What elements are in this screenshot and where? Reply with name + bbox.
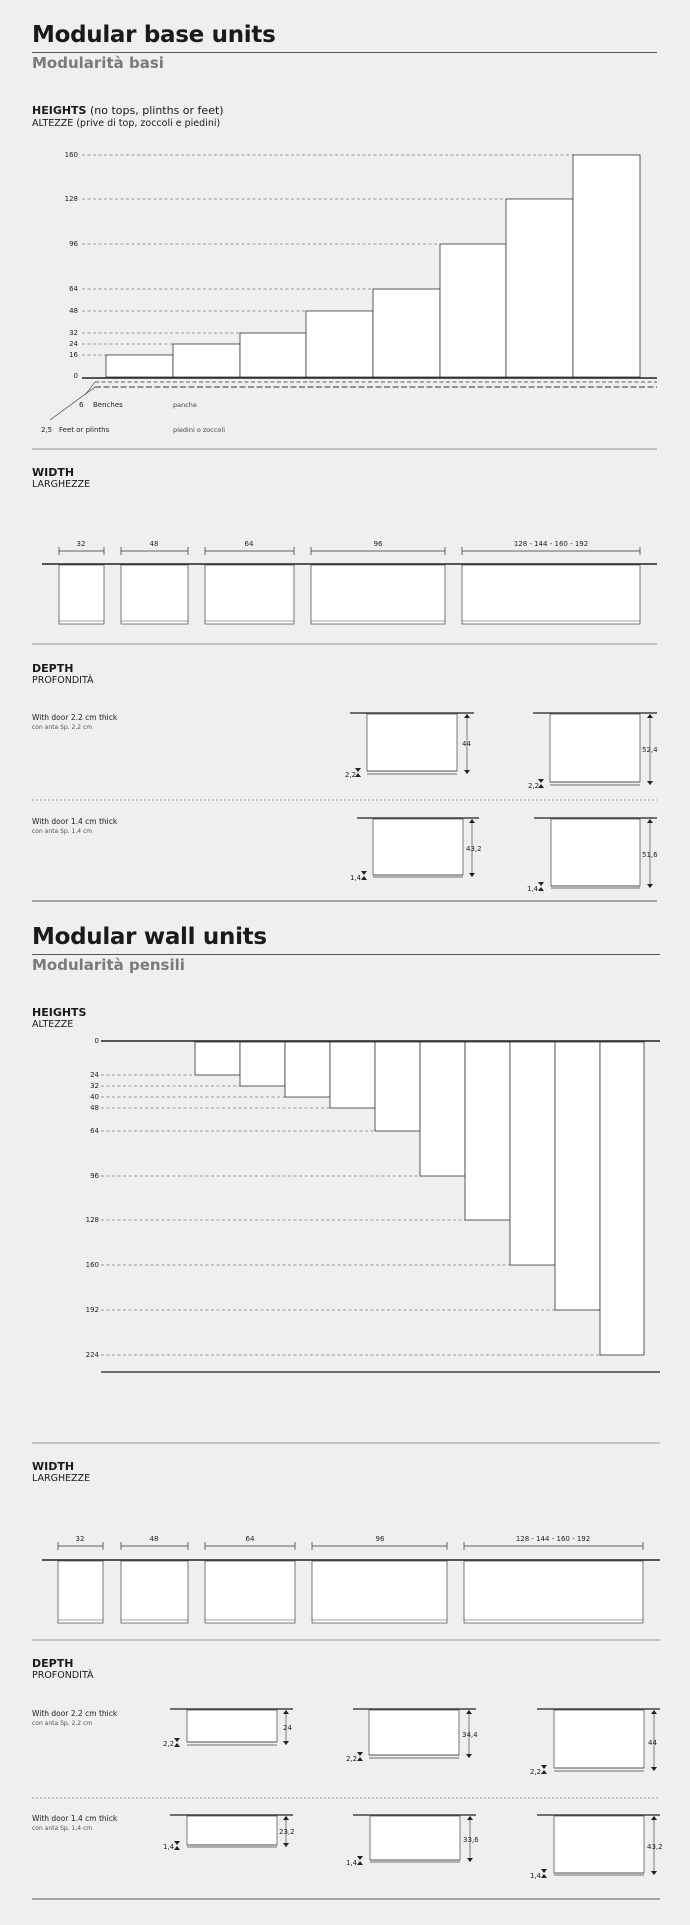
base-tick-160: 160 <box>64 151 78 159</box>
wall-width-subheading: LARGHEZZE <box>32 1473 91 1484</box>
wall-depth-232: 23,2 <box>279 1828 295 1836</box>
wall-tick-32: 32 <box>90 1082 99 1090</box>
base-width-large: 128 - 144 - 160 - 192 <box>513 540 589 548</box>
wall-unit-64 <box>375 1042 420 1131</box>
base-unit-16 <box>106 355 173 377</box>
wall-tick-0: 0 <box>94 1037 99 1045</box>
wall-depth-44: 44 <box>648 1739 657 1747</box>
base-depth-44: 44 <box>462 740 471 748</box>
base-width-diagram <box>42 540 657 624</box>
base-width-64: 64 <box>244 540 254 548</box>
wall-width-32: 32 <box>75 1535 85 1543</box>
base-unit-128 <box>506 199 573 377</box>
wall-door-14-b: 1,4 <box>346 1859 358 1867</box>
base-depth-row2-label: With door 1.4 cm thick <box>32 817 118 826</box>
base-door-14-b: 1,4 <box>527 885 539 893</box>
base-heights-heading-note: (no tops, plinths or feet) <box>89 104 224 117</box>
feet-value: 2,5 <box>41 426 53 434</box>
base-tick-24: 24 <box>69 340 78 348</box>
wall-door-22-c: 2,2 <box>530 1768 542 1776</box>
wall-door-14-c: 1,4 <box>530 1872 542 1880</box>
wall-unit-24 <box>195 1042 240 1075</box>
base-depth-row2-it: con anta Sp. 1,4 cm <box>32 828 93 835</box>
wall-unit-96 <box>420 1042 465 1176</box>
wall-depth-432: 43,2 <box>647 1843 663 1851</box>
base-depth-row1-it: con anta Sp. 2,2 cm <box>32 724 93 731</box>
wall-depth-row2-label: With door 1.4 cm thick <box>32 1814 118 1823</box>
base-tick-16: 16 <box>69 351 78 359</box>
base-heights-heading-text: HEIGHTS <box>32 104 87 117</box>
wall-unit-224 <box>600 1042 644 1355</box>
wall-depth-row2-it: con anta Sp. 1,4 cm <box>32 1825 93 1832</box>
wall-subtitle: Modularità pensili <box>32 956 185 974</box>
benches-it-label: panche <box>173 401 197 409</box>
base-width-heading: WIDTH <box>32 466 75 479</box>
wall-unit-192 <box>555 1042 600 1310</box>
wall-tick-128: 128 <box>85 1216 99 1224</box>
base-depth-row1-label: With door 2.2 cm thick <box>32 713 118 722</box>
benches-label: Benches <box>93 401 123 409</box>
base-door-14-a: 1,4 <box>350 874 362 882</box>
wall-unit-160 <box>510 1042 555 1265</box>
feet-it-label: piedini o zoccoli <box>173 426 226 434</box>
base-heights-subheading-note: (prive di top, zoccoli e piedini) <box>76 118 221 129</box>
feet-label: Feet or plinths <box>59 426 110 434</box>
base-width-subheading: LARGHEZZE <box>32 479 91 490</box>
wall-tick-24: 24 <box>90 1071 99 1079</box>
base-unit-64 <box>373 289 440 377</box>
wall-width-64: 64 <box>245 1535 255 1543</box>
wall-width-diagram <box>42 1535 660 1623</box>
wall-depth-24: 24 <box>283 1724 292 1732</box>
wall-title-rule <box>32 954 660 955</box>
wall-width-96: 96 <box>375 1535 385 1543</box>
benches-value: 6 <box>79 401 84 409</box>
wall-unit-32 <box>240 1042 285 1086</box>
wall-tick-96: 96 <box>90 1172 99 1180</box>
base-width-48: 48 <box>149 540 159 548</box>
wall-tick-192: 192 <box>85 1306 99 1314</box>
wall-heights-chart <box>86 1037 660 1372</box>
wall-depth-row1-it: con anta Sp. 2,2 cm <box>32 1720 93 1727</box>
wall-unit-128 <box>465 1042 510 1220</box>
base-depth-524: 52,4 <box>642 746 658 754</box>
wall-width-heading: WIDTH <box>32 1460 75 1473</box>
wall-heights-subheading: ALTEZZE <box>32 1019 74 1030</box>
wall-depth-336: 33,6 <box>463 1836 479 1844</box>
base-unit-32 <box>240 333 306 377</box>
base-subtitle: Modularità basi <box>32 54 164 72</box>
base-unit-96 <box>440 244 506 377</box>
wall-door-22-a: 2,2 <box>163 1740 175 1748</box>
wall-depth-344: 34,4 <box>462 1731 478 1739</box>
base-unit-48 <box>306 311 373 377</box>
base-tick-0: 0 <box>73 372 78 380</box>
wall-depth-diagram <box>32 1709 663 1880</box>
base-tick-32: 32 <box>69 329 78 337</box>
wall-tick-224: 224 <box>85 1351 99 1359</box>
base-tick-48: 48 <box>69 307 78 315</box>
wall-width-large: 128 - 144 - 160 - 192 <box>515 1535 591 1543</box>
base-tick-96: 96 <box>69 240 78 248</box>
wall-unit-48 <box>330 1042 375 1108</box>
wall-depth-heading: DEPTH <box>32 1657 74 1670</box>
base-depth-heading: DEPTH <box>32 662 74 675</box>
base-width-32: 32 <box>76 540 86 548</box>
wall-tick-160: 160 <box>85 1261 99 1269</box>
base-depth-432: 43,2 <box>466 845 482 853</box>
base-title: Modular base units <box>32 22 276 48</box>
base-heights-chart <box>41 151 657 434</box>
base-depth-diagram <box>32 713 658 893</box>
base-heights-subheading-text: ALTEZZE <box>32 118 74 129</box>
wall-door-22-b: 2,2 <box>346 1755 358 1763</box>
wall-title: Modular wall units <box>32 924 267 950</box>
base-depth-subheading: PROFONDITÀ <box>32 675 94 686</box>
base-width-96: 96 <box>373 540 383 548</box>
base-door-22-a: 2,2 <box>345 771 357 779</box>
wall-door-14-a: 1,4 <box>163 1843 175 1851</box>
wall-depth-subheading: PROFONDITÀ <box>32 1670 94 1681</box>
base-unit-24 <box>173 344 240 377</box>
wall-width-48: 48 <box>149 1535 159 1543</box>
wall-depth-row1-label: With door 2.2 cm thick <box>32 1709 118 1718</box>
base-tick-64: 64 <box>69 285 78 293</box>
base-tick-128: 128 <box>64 195 78 203</box>
wall-tick-48: 48 <box>90 1104 99 1112</box>
wall-tick-40: 40 <box>90 1093 99 1101</box>
base-depth-516: 51,6 <box>642 851 658 859</box>
base-door-22-b: 2,2 <box>528 782 540 790</box>
wall-unit-40 <box>285 1042 330 1097</box>
wall-heights-heading: HEIGHTS <box>32 1006 87 1019</box>
wall-tick-64: 64 <box>90 1127 99 1135</box>
base-unit-160 <box>573 155 640 377</box>
